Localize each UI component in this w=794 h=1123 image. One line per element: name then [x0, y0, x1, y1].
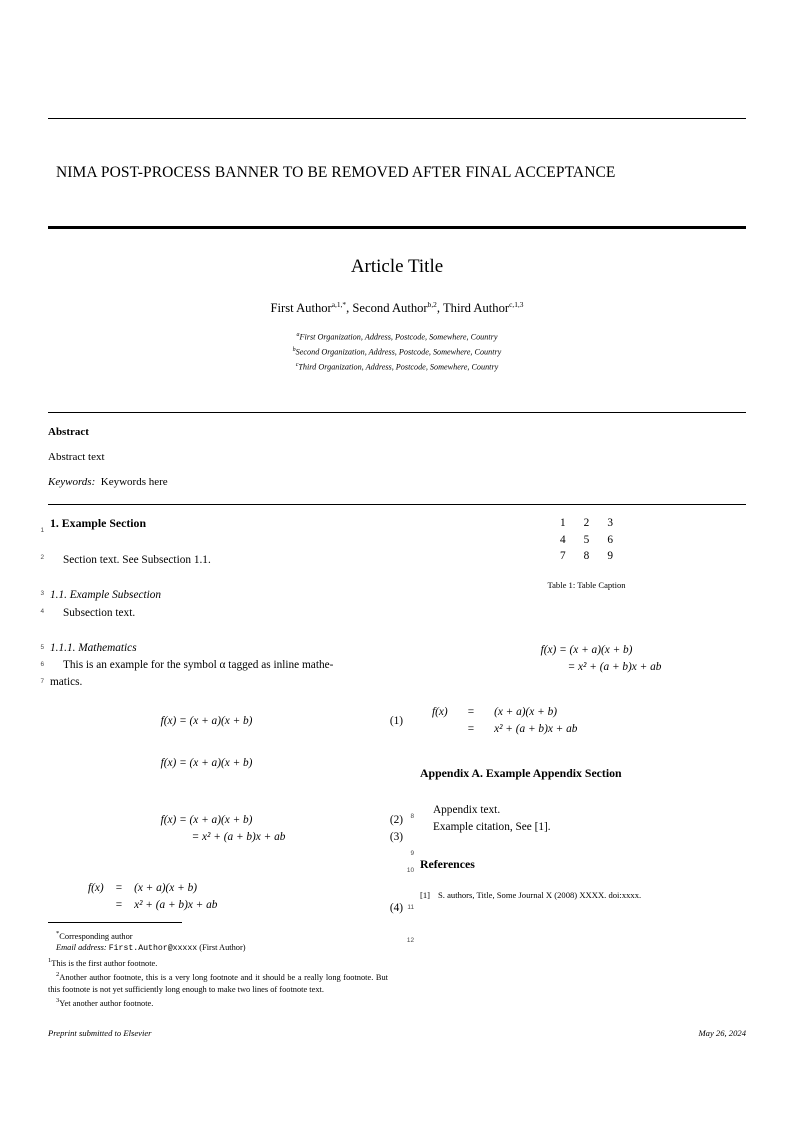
author-first-name: First Author: [270, 301, 332, 316]
references-heading: References: [420, 857, 475, 872]
footnote-2-mark: 2: [56, 971, 60, 979]
affiliation-b-text: Second Organization, Address, Postcode, Somewhere, Country: [295, 347, 502, 357]
table-caption: Table 1: Table Caption: [547, 579, 626, 590]
line-number-7: 7: [40, 678, 44, 685]
table-cell: 3: [607, 517, 613, 529]
affiliation-b: [0, 344, 794, 359]
abstract-heading: Abstract: [48, 426, 89, 438]
equation-4-rhs-2: x² + (a + b)x + ab: [134, 899, 218, 912]
line-number-4: 4: [40, 608, 44, 615]
section-heading-1: 1. Example Section: [50, 516, 147, 530]
table-cell: 1: [560, 517, 566, 529]
equation-a-body-1: f(x) = (x + a)(x + b): [540, 643, 633, 656]
equation-b-lhs: f(x): [432, 706, 448, 719]
equation-4: [50, 880, 403, 914]
equation-1: [50, 713, 403, 730]
equation-2: [50, 812, 403, 829]
footnote-1-mark: 1: [48, 956, 52, 964]
equation-4-relation-2: =: [115, 899, 123, 912]
equation-b-relation-1: =: [467, 706, 475, 719]
left-column: [28, 515, 403, 915]
equation-b-rhs-2: x² + (a + b)x + ab: [494, 723, 578, 736]
affiliation-c: [0, 359, 794, 374]
banner-rule-top: [48, 118, 746, 119]
equation-3: [50, 829, 403, 846]
appendix-citation-paragraph: Example citation, See [1].: [433, 820, 551, 833]
footnote-1-text: This is the first author footnote.: [51, 958, 158, 968]
footnote-email-value: First.Author@xxxxx: [108, 944, 198, 954]
footnote-email-owner: (First Author): [199, 943, 246, 953]
table-cell: 8: [583, 550, 590, 562]
affiliation-list: [0, 329, 794, 374]
abstract-rule-bottom: [48, 504, 746, 505]
author-list: [0, 300, 794, 316]
affiliation-b-mark: b: [292, 347, 296, 354]
footer-date: May 26, 2024: [698, 1028, 746, 1038]
banner-rule-bottom: [48, 226, 746, 229]
keywords-line: [48, 476, 746, 488]
footnote-corresponding-text: Corresponding author: [59, 931, 133, 941]
subsection-heading-1-1: 1.1. Example Subsection: [50, 589, 162, 602]
affiliation-a-text: First Organization, Address, Postcode, Somewhere, Country: [299, 332, 498, 342]
equation-4-rhs-1: (x + a)(x + b): [134, 882, 197, 895]
equation-3-number: (3): [389, 831, 403, 844]
footnote-2: [48, 969, 388, 995]
section-paragraph-1: Section text. See Subsection 1.1.: [63, 554, 211, 567]
affiliation-c-mark: c: [295, 362, 299, 369]
line-number-5: 5: [40, 644, 44, 651]
table-cell: 6: [607, 533, 613, 546]
table-cell: 9: [607, 550, 613, 562]
table-cell: 7: [560, 550, 566, 562]
page-footer: [48, 1028, 746, 1038]
footnote-2-text: Another author footnote, this is a very long footnote and it should be a really long footnote. But this footnote is not yet sufficiently long enough to make two lines of footnote text.: [48, 973, 388, 994]
appendix-paragraph: Appendix text.: [433, 803, 501, 816]
line-number-9: 9: [410, 850, 414, 857]
right-column: [398, 515, 753, 944]
footnote-3-mark: 3: [56, 997, 60, 1005]
equation-a-line-1: [420, 642, 753, 659]
affiliation-c-text: Third Organization, Address, Postcode, Somewhere, Country: [298, 363, 499, 373]
footnote-3: [48, 995, 388, 1009]
right-column-body: [398, 515, 753, 944]
table-cell: 2: [583, 517, 590, 529]
author-second-marks: b,2: [427, 300, 437, 309]
reference-text-1: S. authors, Title, Some Journal X (2008) XXXX. doi:xxxx.: [438, 890, 642, 901]
equation-4-lhs: f(x): [88, 882, 104, 895]
equation-a-line-2: [420, 659, 753, 676]
abstract-block: [48, 426, 746, 488]
footnote-corresponding: [48, 928, 388, 942]
data-table: [551, 515, 622, 565]
table-cell: 5: [583, 533, 590, 546]
line-number-2: 2: [40, 554, 44, 561]
equation-b-rhs-1: (x + a)(x + b): [494, 706, 557, 719]
math-paragraph-line-2: matics.: [50, 676, 83, 689]
author-separator-1: ,: [346, 301, 353, 316]
equation-3-body: = x² + (a + b)x + ab: [191, 831, 286, 844]
page-title: Article Title: [350, 256, 444, 277]
footnote-1: [48, 955, 388, 969]
line-number-1: 1: [40, 527, 44, 534]
footnote-corresponding-mark: *: [56, 930, 60, 937]
author-first-marks: a,1,*: [331, 300, 347, 309]
footer-preprint-note: Preprint submitted to Elsevier: [48, 1028, 152, 1038]
equation-b: [420, 704, 753, 738]
reference-marker-1: [1]: [420, 890, 431, 901]
appendix-heading: Appendix A. Example Appendix Section: [420, 765, 622, 780]
footnote-block: [48, 928, 388, 1010]
equation-4-relation-1: =: [115, 882, 123, 895]
table-row: [551, 532, 622, 549]
equation-4-number: (4): [389, 902, 403, 915]
equation-2-body: f(x) = (x + a)(x + b): [160, 813, 253, 826]
footnote-3-text: Yet another author footnote.: [59, 999, 154, 1009]
line-number-8: 8: [410, 813, 414, 820]
math-paragraph-line-1: This is an example for the symbol α tagged as inline mathe-: [63, 659, 334, 672]
line-number-12: 12: [406, 937, 414, 944]
author-third-marks: c,1,3: [509, 300, 524, 309]
author-third-name: Third Author: [442, 301, 510, 316]
table-row: [551, 548, 622, 565]
equation-2-number: (2): [389, 813, 403, 826]
equation-a-body-2: = x² + (a + b)x + ab: [567, 660, 662, 673]
subsubsection-heading-1-1-1: 1.1.1. Mathematics: [50, 641, 137, 654]
line-number-6: 6: [40, 661, 44, 668]
table-cell: 4: [560, 533, 566, 546]
author-separator-2: ,: [436, 301, 443, 316]
keywords-value: Keywords here: [100, 476, 168, 488]
abstract-text: Abstract text: [48, 451, 105, 463]
subsection-paragraph: Subsection text.: [63, 606, 136, 619]
post-process-banner: NIMA POST-PROCESS BANNER TO BE REMOVED AFTER FINAL ACCEPTANCE: [56, 164, 616, 181]
keywords-label: Keywords:: [48, 476, 96, 488]
footnote-email-label: Email address:: [56, 943, 107, 953]
author-second-name: Second Author: [352, 301, 428, 316]
left-column-body: [28, 515, 403, 915]
line-number-11: 11: [407, 904, 414, 911]
equation-1-body: f(x) = (x + a)(x + b): [160, 715, 253, 728]
table-row: [551, 515, 622, 532]
line-number-10: 10: [406, 867, 414, 874]
abstract-rule-top: [48, 412, 746, 413]
equation-1-number: (1): [389, 715, 403, 728]
equation-b-relation-2: =: [467, 723, 475, 736]
reference-entry-1: [420, 889, 753, 902]
footnote-separator-rule: [48, 922, 182, 923]
equation-unnumbered-body: f(x) = (x + a)(x + b): [160, 756, 253, 769]
line-number-3: 3: [40, 590, 44, 597]
footnote-email: [48, 942, 388, 955]
affiliation-a: [0, 329, 794, 344]
equation-unnumbered: [50, 755, 403, 772]
affiliation-a-mark: a: [296, 332, 300, 338]
